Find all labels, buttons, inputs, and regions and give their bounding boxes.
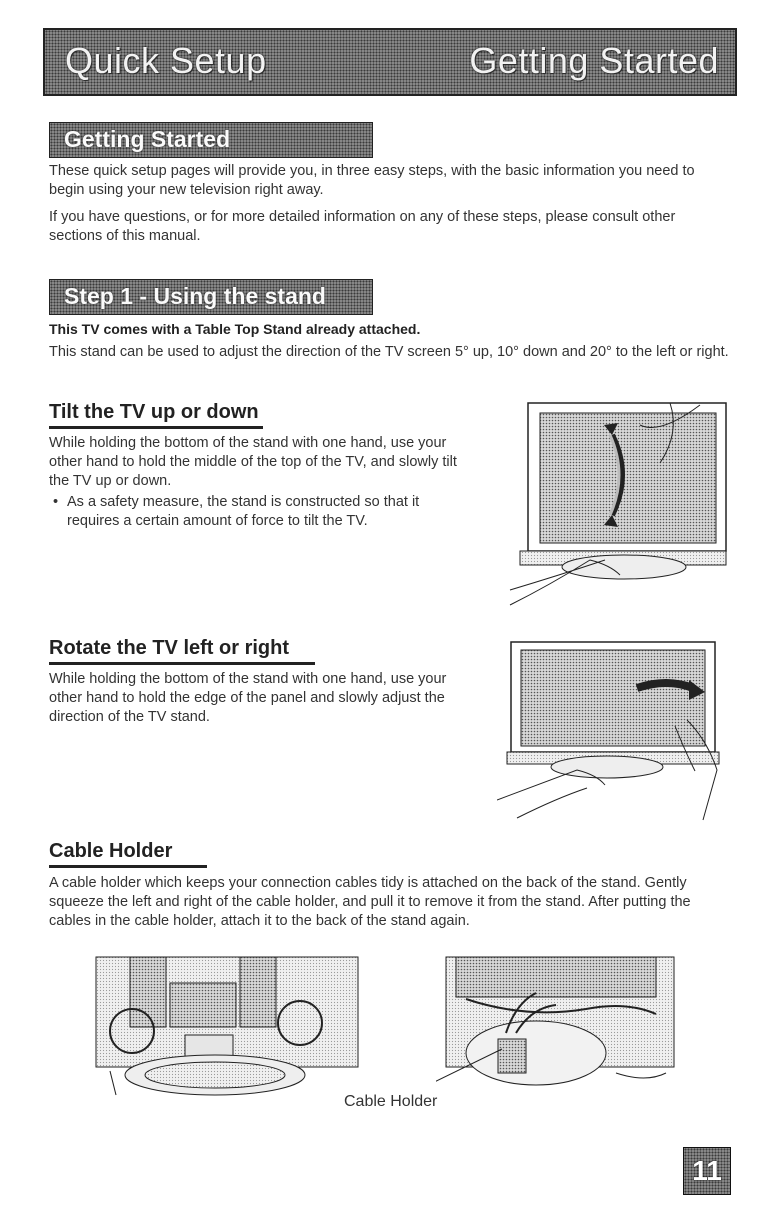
cable-back-illustration <box>90 953 365 1098</box>
cable-holder-paragraph: A cable holder which keeps your connection cables tidy is attached on the back of the stand. Gently squeeze the left and right of the cable holder, and pull it to remove it from the stand. After putting the cables in the cable holder, attach it to the back of the stand again. <box>49 875 691 929</box>
rotate-illustration <box>497 640 732 825</box>
page-number-badge <box>683 1147 731 1195</box>
step1-heading <box>49 279 373 315</box>
questions-paragraph: If you have questions, or for more detailed information on any of these steps, please consult other sections of this manual. <box>49 209 676 244</box>
rotate-paragraph: While holding the bottom of the stand with one hand, use your other hand to hold the edge of the panel and slowly adjust the direction of the TV stand. <box>49 671 447 725</box>
tilt-safety-bullet: As a safety measure, the stand is constructed so that it requires a certain amount of force to tilt the TV. <box>67 494 420 529</box>
quick-setup-title: Quick Setup <box>65 40 267 81</box>
getting-started-heading <box>49 122 373 158</box>
page-header-banner <box>43 28 737 96</box>
cable-holder-illustration <box>436 953 681 1098</box>
getting-started-title: Getting Started <box>469 40 719 81</box>
rotate-heading: Rotate the TV left or right <box>49 637 315 665</box>
step1-heading-text: Step 1 - Using the stand <box>64 283 326 309</box>
page-number: 11 <box>692 1155 722 1186</box>
bullet-icon: • <box>53 494 59 510</box>
tilt-illustration <box>500 395 732 627</box>
stand-attached-note: This TV comes with a Table Top Stand already attached. <box>49 321 421 337</box>
tilt-heading: Tilt the TV up or down <box>49 401 263 429</box>
cable-holder-heading: Cable Holder <box>49 840 207 868</box>
stand-adjust-paragraph: This stand can be used to adjust the direction of the TV screen 5° up, 10° down and 20° to the left or right. <box>49 344 729 360</box>
cable-holder-caption: Cable Holder <box>344 1093 438 1110</box>
tilt-paragraph: While holding the bottom of the stand with one hand, use your other hand to hold the middle of the top of the TV, and slowly tilt the TV up or down. <box>49 435 457 489</box>
intro-paragraph: These quick setup pages will provide you, in three easy steps, with the basic information you need to begin using your new television right away. <box>49 163 695 198</box>
getting-started-heading-text: Getting Started <box>64 126 231 152</box>
